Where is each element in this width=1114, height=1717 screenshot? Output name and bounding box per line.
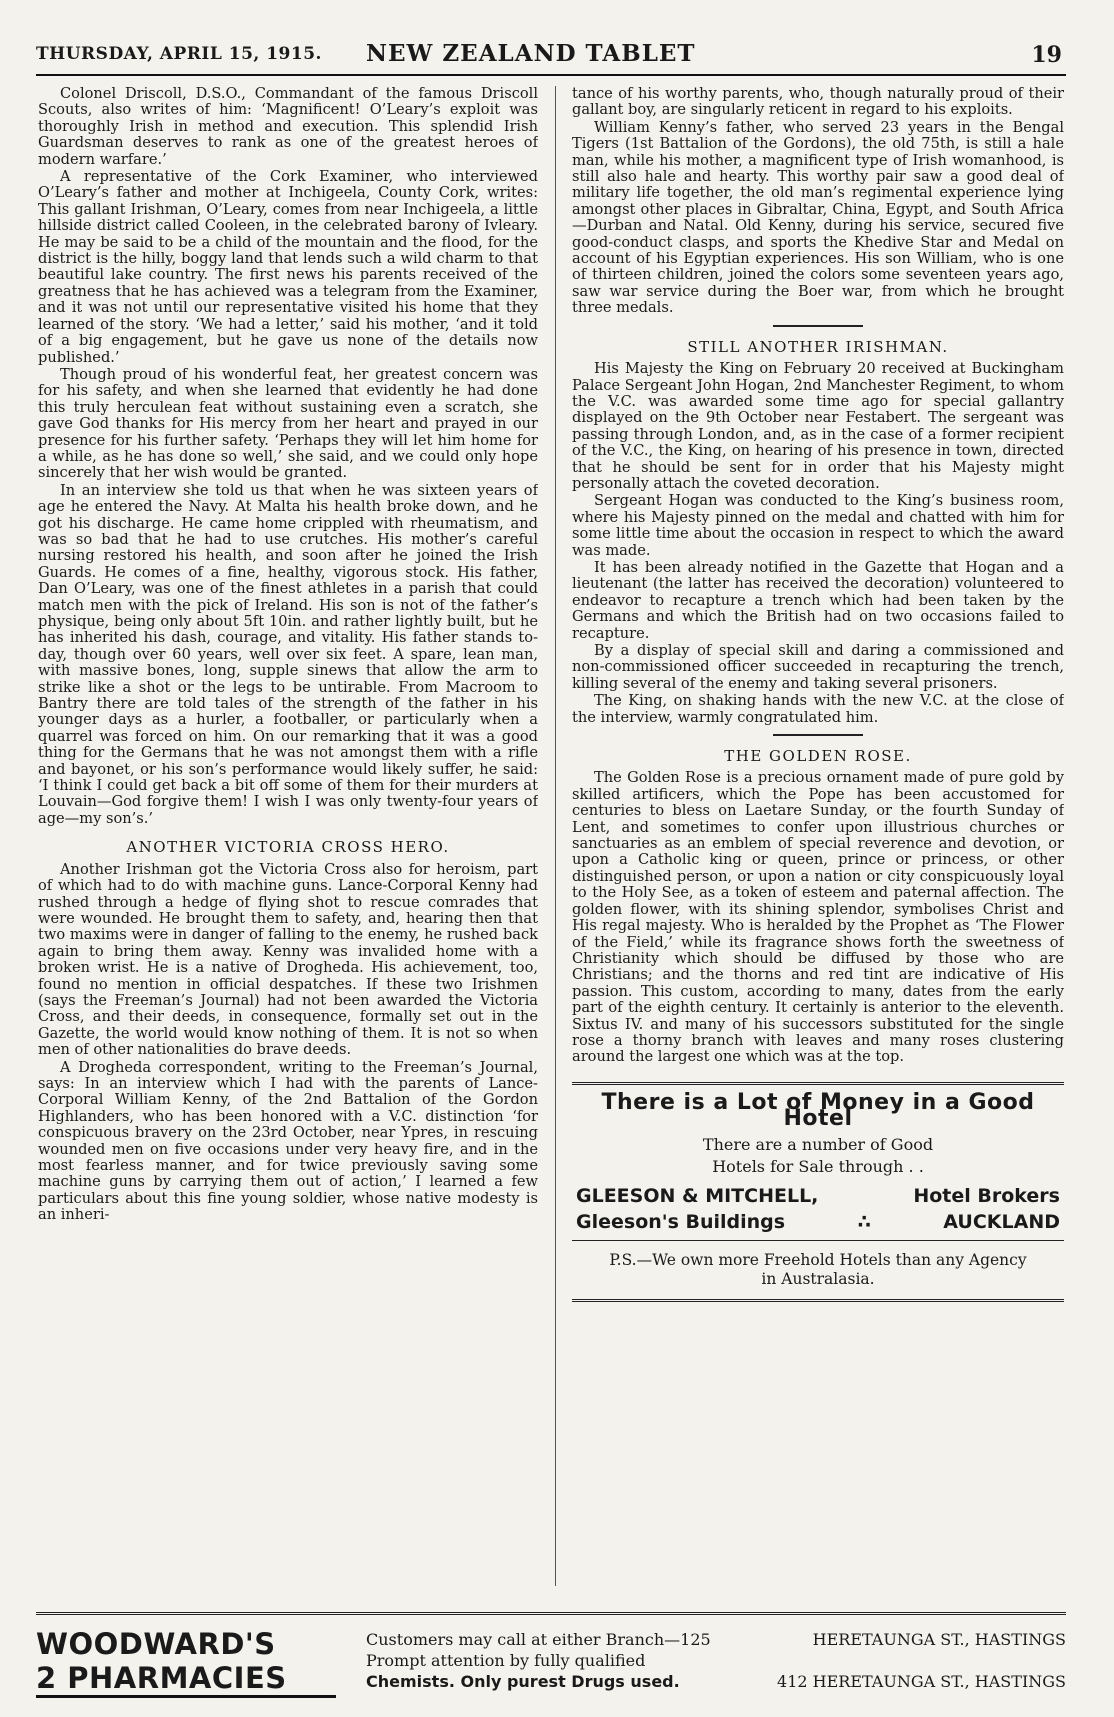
ad-line [572,1134,1064,1178]
article-paragraph: In an interview she told us that when he was sixteen years of age he entered the Navy. At Malta his health broke down, and he got his discharge. He came home crippled with rheumatism, and was so bad that he had to use crutches. His mother’s careful nursing restored his health, and soon after he joined the Irish Guards. He comes of a fine, healthy, vigorous stock. His father, Dan O’Leary, was one of the finest athletes in a parish that could match men with the pick of Ireland. His son is not of the father’s physique, being only about 5ft 10in. and rather lightly built, but he has inherited his dash, courage, and vitality. His father stands to-day, though over 60 years, well over six feet. A spare, lean man, with massive bones, long, supple sinews that allow the arm to strike like a shot or the legs to be untirable. From Macroom to Bantry there are told tales of the strength of the father in his younger days as a hurler, a footballer, or particularly when a quarrel was forced on him. On our remarking that it was a good thing for the Germans that he was not amongst them with a rifle and bayonet, or his son’s performance would likely suffer, he said: ‘I think I could get back a bit off some of them for their murders at Louvain—God forgive them! I wish I was only twenty-four years of age—my son’s.’ [38,481,538,827]
pharmacy-advertisement [36,1612,1066,1701]
ad-headline: There is a Lot of Money in a Good Hotel [601,1089,1035,1132]
ad-rule [572,1240,1064,1241]
ad-text: P.S.—We own more Freehold Hotels than any Agency [609,1251,1027,1270]
footer-text: Customers may call at either Branch—125 [366,1630,711,1649]
ad-brokers-row [576,1184,1060,1207]
ad-address-row [576,1210,1060,1233]
pharmacy-name-line2: 2 PHARMACIES [36,1661,336,1698]
article-paragraph: The Golden Rose is a precious ornament made of pure gold by skilled artificers, which the Pope has been accustomed for centuries to bless on Laetare Sunday, or the fourth Sunday of Lent, and sometimes to confer upon illustrious churches or sanctuaries as an emblem of special reverence and devotion, or upon a Catholic king or queen, prince or princess, or other distinguished person, or upon a nation or city conspicuously loyal to the Holy See, as a token of esteem and paternal affection. The golden flower, with its shining splendor, symbolises Christ and His regal majesty. Who is heralded by the Prophet as ‘The Flower of the Field,’ while its fragrance shows forth the sweetness of Christianity which should be diffused by those who are Christians; and the thorns and red tint are indicative of His passion. This custom, according to many, dates from the early part of the eighth century. It certainly is anterior to the eleventh. Sixtus IV. and many of his successors substituted for the single rose a thorny branch with leaves and many roses clustering around the largest one which was at the top. [572,769,1064,1066]
ad-text: Hotels for Sale through . . [712,1156,924,1176]
article-paragraph: By a display of special skill and daring a commissioned and non-commissioned officer succeeded in recapturing the trench, killing several of the enemy and taking several prisoners. [572,642,1064,692]
broker-name: GLEESON & MITCHELL, [576,1184,819,1207]
right-column [572,86,1064,1566]
broker-role: Hotel Brokers [913,1184,1060,1207]
footer-text: Chemists. Only purest Drugs used. [366,1672,680,1691]
ad-postscript [572,1251,1064,1289]
article-paragraph: William Kenny’s father, who served 23 years in the Bengal Tigers (1st Battalion of the Gordons), the old 75th, is still a hale man, while his mother, a magnificent type of Irish womanhood, is still also hale and hearty. This worthy pair saw a good deal of military life together, the old man’s regimental experience lying amongst other places in Gibraltar, China, Egypt, and South Africa—Durban and Natal. Old Kenny, during his service, secured five good-conduct clasps, and sports the Khedive Star and Medal on account of his Egyptian experiences. His son William, who is one of thirteen children, joined the colors some seventeen years ago, saw war service during the Boer war, from which he brought three medals. [572,118,1064,317]
article-paragraph: The King, on shaking hands with the new V.C. at the close of the interview, warmly congratulated him. [572,692,1064,726]
ad-text: in Australasia. [761,1270,875,1289]
pharmacy-details [366,1629,1066,1692]
footer-address: HERETAUNGA ST., HASTINGS [812,1630,1066,1649]
article-paragraph: Colonel Driscoll, D.S.O., Commandant of the famous Driscoll Scouts, also writes of him: ‘Magnificent! O’Leary’s exploit was thoroughly Irish in method and execution. This splendid Irish Guardsman deserves to rank as one of the greatest heroes of modern warfare.’ [38,86,538,168]
article-paragraph: tance of his worthy parents, who, though naturally proud of their gallant boy, are singularly reticent in regard to his exploits. [572,86,1064,119]
footer-text: Prompt attention by fully qualified [366,1651,646,1670]
section-heading-another-vc-hero: ANOTHER VICTORIA CROSS HERO. [126,838,450,857]
footer-row [366,1650,1066,1671]
page-number: 19 [1031,42,1062,68]
section-heading-still-another-irishman: STILL ANOTHER IRISHMAN. [687,337,949,356]
issue-date: THURSDAY, APRIL 15, 1915. [36,44,322,64]
ad-text: There are a number of Good [702,1134,934,1154]
article-paragraph: It has been already notified in the Gazette that Hogan and a lieutenant (the latter has received the decoration) volunteered to endeavor to recapture a trench which had been taken by the Germans and which the British had on two occasions failed to recapture. [572,558,1064,642]
left-column [38,86,538,1586]
section-heading-golden-rose: THE GOLDEN ROSE. [724,747,912,766]
article-paragraph: Another Irishman got the Victoria Cross also for heroism, part of which had to do with machine guns. Lance-Corporal Kenny had rushed through a hedge of flying shot to rescue comrades that were wounded. He brought them to safety, and, hearing then that two maxims were in danger of falling to the enemy, he rushed back again to bring them away. Kenny was invalided home with a broken wrist. He is a native of Drogheda. His achievement, too, found no mention in official despatches. If these two Irishmen (says the Freeman’s Journal) had not been awarded the Victoria Cross, and their deeds, in consequence, formally set out in the Gazette, the world would know nothing of them. It is not so when men of other nationalities do brave deeds. [38,860,538,1059]
newspaper-title: NEW ZEALAND TABLET [366,40,696,67]
pharmacy-name [36,1627,336,1698]
footer-row [366,1629,1066,1650]
pharmacy-name-line1: WOODWARD'S [36,1627,276,1661]
article-paragraph: His Majesty the King on February 20 received at Buckingham Palace Sergeant John Hogan, 2nd Manchester Regiment, to whom the V.C. was awarded some time ago for special gallantry displayed on the 9th October near Festabert. The sergeant was passing through London, and, as in the case of a former recipient of the V.C., the King, on hearing of his presence in town, directed that he should be sent for in order that his Majesty might personally attach the coveted decoration. [572,360,1064,492]
article-paragraph: Sergeant Hogan was conducted to the King’s business room, where his Majesty pinned on the medal and chatted with him for some little time about the occasion in respect to which the award was made. [572,492,1064,559]
section-rule [773,734,863,736]
separator-dots: ∴ [857,1210,871,1233]
section-rule [773,325,863,327]
column-divider [555,86,556,1586]
hotel-advertisement [572,1082,1064,1303]
article-paragraph: A Drogheda correspondent, writing to the Freeman’s Journal, says: In an interview which I had with the parents of Lance-Corporal William Kenny, of the 2nd Battalion of the Gordon Highlanders, who has been honored with a V.C. distinction ‘for conspicuous bravery on the 23rd October, near Ypres, in rescuing wounded men on five occasions under very heavy fire, and in the most fearless manner, and for twice previously saving some machine guns by carrying them out of action,’ I learned a few particulars about this fine young soldier, whose native modesty is an inheri- [38,1058,538,1224]
masthead [36,40,1066,76]
footer-row [366,1671,1066,1692]
article-paragraph: A representative of the Cork Examiner, who interviewed O’Leary’s father and mother at Inchigeela, County Cork, writes: This gallant Irishman, O’Leary, comes from near Inchigeela, a little hillside district called Cooleen, in the celebrated barony of Ivleary. He may be said to be a child of the mountain and the flood, for the district is the hilly, boggy land that lends such a wild charm to that beautiful lake country. The first news his parents received of the greatness that he has achieved was a telegram from the Examiner, and it was not until our representative visited his home that they learned of the story. ‘We had a letter,’ said his mother, ‘and it told of a big engagement, but he gave us none of the details now published.’ [38,168,538,366]
article-paragraph: Though proud of his wonderful feat, her greatest concern was for his safety, and when she learned that evidently he had done this truly herculean feat without sustaining even a scratch, she gave God thanks for His mercy from her heart and prayed in our presence for his further safety. ‘Perhaps they will let him home for a while, as he has done so well,’ she said, and we could only hope sincerely that her wish would be granted. [38,365,538,482]
broker-building: Gleeson's Buildings [576,1210,786,1233]
broker-city: AUCKLAND [943,1210,1060,1233]
footer-address: 412 HERETAUNGA ST., HASTINGS [777,1672,1066,1691]
